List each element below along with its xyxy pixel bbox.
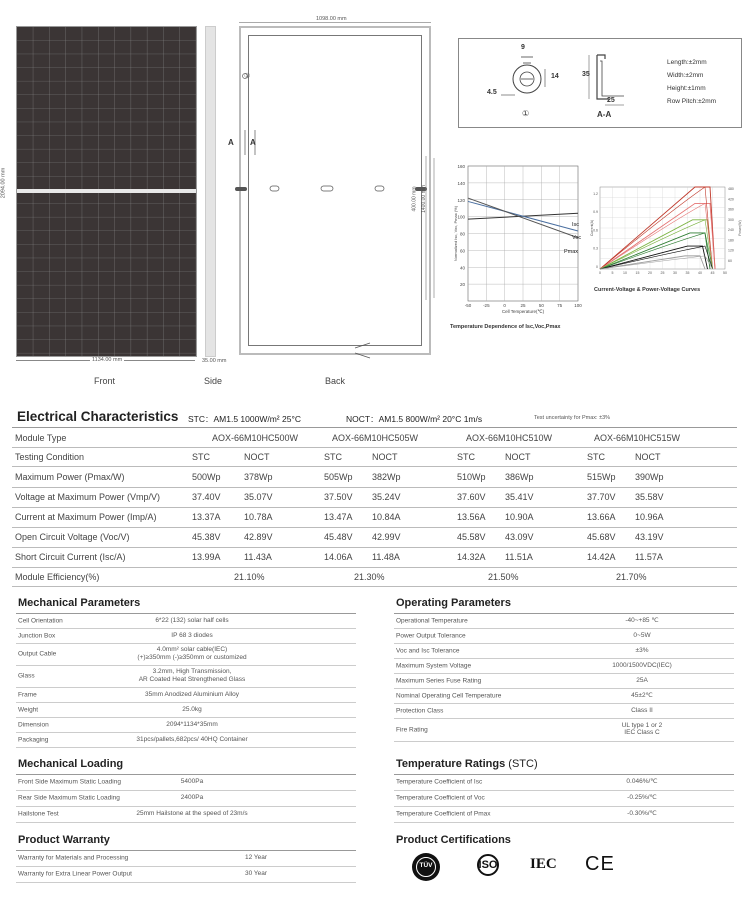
table-row xyxy=(16,806,356,823)
table-row-value xyxy=(182,706,202,714)
table-row xyxy=(394,790,734,807)
table-row-value-line: (+)≥350mm (-)≥350mm or customized xyxy=(137,654,247,661)
front-label: Front xyxy=(94,376,116,386)
table-row-value xyxy=(631,707,653,715)
test-uncertainty: Test uncertainty for Pmax: ±3% xyxy=(534,415,611,421)
table-row-value xyxy=(636,677,648,685)
table-row-value xyxy=(245,854,267,862)
iv-y-right-tick: 300 xyxy=(728,217,734,222)
table-row xyxy=(394,806,734,823)
electrical-cell: 35.24V xyxy=(372,492,401,502)
iv-series-line xyxy=(600,203,715,269)
iv-y-right-tick: 120 xyxy=(728,248,734,253)
electrical-cell: NOCT xyxy=(244,451,270,462)
electrical-merged-cell: AOX-66M10HC510W xyxy=(466,432,553,443)
side-view xyxy=(205,26,216,357)
temp-y-label: Normalized Isc, Voc, Pmax (%) xyxy=(453,205,458,262)
electrical-row-label: Short Circuit Current (Isc/A) xyxy=(15,552,126,562)
table-row-value xyxy=(625,617,658,625)
table-row-value xyxy=(627,810,657,818)
electrical-cell: 42.99V xyxy=(372,532,401,542)
table-row-key: Maximum System Voltage xyxy=(396,662,472,669)
electrical-row xyxy=(12,447,737,467)
table-row-value xyxy=(633,632,650,640)
temp-y-tick: 20 xyxy=(459,282,465,288)
electrical-merged-cell: AOX-66M10HC505W xyxy=(332,432,419,443)
front-cell-grid xyxy=(17,27,196,356)
table-row-key: Front Side Maximum Static Loading xyxy=(18,778,121,786)
table-row-key: Frame xyxy=(18,691,37,698)
temp-y-tick: 80 xyxy=(459,231,465,237)
detail-dim-25: 25 xyxy=(607,97,615,104)
electrical-cell: 14.06A xyxy=(324,552,353,562)
electrical-row-label: Module Type xyxy=(15,432,67,443)
iv-x-tick: 25 xyxy=(660,271,665,275)
iv-y-left-tick: 1.2 xyxy=(593,192,598,196)
detail-section-title: A-A xyxy=(597,110,612,119)
temp-chart-svg xyxy=(448,158,588,318)
iv-y-right-tick: 60 xyxy=(728,258,732,263)
table-row-key: Warranty for Extra Linear Power Output xyxy=(18,870,132,878)
temperature-title xyxy=(396,758,538,770)
detail-box xyxy=(458,38,742,128)
temp-chart-title: Temperature Dependence of Isc,Voc,Pmax xyxy=(450,324,561,330)
detail-dim-14: 14 xyxy=(551,73,559,80)
table-row xyxy=(394,673,734,689)
ce-logo xyxy=(585,853,615,876)
table-row xyxy=(394,688,734,704)
table-row-key: Packaging xyxy=(18,736,49,743)
section-number-back: ① xyxy=(244,73,251,80)
temp-y-tick: 100 xyxy=(457,214,465,220)
table-row-value xyxy=(145,691,239,699)
temp-y-tick: 160 xyxy=(457,164,465,169)
table-row-value-line: 1000/1500VDC(IEC) xyxy=(612,661,672,669)
table-row xyxy=(16,628,356,644)
table-row-key: Fire Rating xyxy=(396,726,428,733)
electrical-cell: 10.90A xyxy=(505,512,534,522)
electrical-cell: STC xyxy=(192,451,210,462)
electrical-cell: 382Wp xyxy=(372,471,401,482)
iv-chart xyxy=(590,183,750,303)
electrical-row-label: Current at Maximum Power (Imp/A) xyxy=(15,512,157,522)
dim-1400-label: 1400.00 mm xyxy=(420,185,427,213)
table-row-value xyxy=(139,668,246,684)
iso-logo-text: ISO xyxy=(478,859,498,871)
electrical-cell: 45.58V xyxy=(457,532,486,542)
mechanical-title: Mechanical Parameters xyxy=(18,597,141,609)
electrical-cell: 45.38V xyxy=(192,532,221,542)
temp-x-tick: 100 xyxy=(574,303,582,308)
table-row-key: Voc and Isc Tolerance xyxy=(396,647,460,654)
table-row-key: Glass xyxy=(18,672,35,680)
table-row-value-line: -40~+85 ℃ xyxy=(625,616,659,624)
table-row-key: Rear Side Maximum Static Loading xyxy=(18,794,120,802)
electrical-cell: 11.51A xyxy=(505,552,533,562)
electrical-cell: 10.78A xyxy=(244,512,273,522)
temp-y-tick: 120 xyxy=(457,197,465,203)
electrical-cell: 515Wp xyxy=(587,471,616,482)
temp-x-tick: 50 xyxy=(538,303,544,308)
iv-y-right-tick: 420 xyxy=(728,197,734,202)
electrical-cell: STC xyxy=(457,451,475,462)
electrical-row xyxy=(12,428,737,448)
electrical-row xyxy=(12,547,737,568)
table-row-value-line: Class II xyxy=(631,706,653,714)
electrical-row-label: Open Circuit Voltage (Voc/V) xyxy=(15,532,130,542)
table-row-key: Temperature Coefficient of Pmax xyxy=(396,810,491,818)
table-row xyxy=(394,774,734,791)
iec-logo-text: IEC xyxy=(530,856,557,872)
iv-x-tick: 20 xyxy=(648,271,652,275)
electrical-cell: 37.50V xyxy=(324,492,353,502)
table-row-key: Output Cable xyxy=(18,650,57,658)
iv-x-tick: 45 xyxy=(710,271,715,275)
tuv-logo-text: TÜV xyxy=(419,862,433,869)
electrical-cell: 13.99A xyxy=(192,552,221,562)
table-row-value-line: 25.0kg xyxy=(182,705,202,713)
table-row xyxy=(394,628,734,644)
table-row-value-line: 30 Year xyxy=(244,870,268,878)
table-row-key: Nominal Operating Cell Temperature xyxy=(396,692,502,699)
table-row xyxy=(16,717,356,733)
table-row-value-line: 12 Year xyxy=(244,854,268,862)
table-row-value-line: IP 68 3 diodes xyxy=(171,631,213,639)
table-row-value-line: 5400Pa xyxy=(180,778,204,786)
table-row-value-line: 25mm Hailstone at the speed of 23m/s xyxy=(136,810,248,818)
electrical-cell: STC xyxy=(324,451,342,462)
loading-title: Mechanical Loading xyxy=(18,758,124,770)
table-row-value-line: 3.2mm, High Transmission, xyxy=(152,668,232,676)
table-row-value xyxy=(136,736,247,744)
table-row xyxy=(16,643,356,666)
table-row-value-line: AR Coated Heat Strengthened Glass xyxy=(138,676,246,683)
table-row-value-line: UL type 1 or 2 xyxy=(621,721,663,729)
iec-logo xyxy=(530,855,557,873)
iv-y-left-tick: 0 xyxy=(596,264,598,269)
table-row-key: Protection Class xyxy=(396,707,444,714)
electrical-merged-cell: AOX-66M10HC500W xyxy=(212,432,299,443)
table-row xyxy=(16,850,356,867)
table-row-value-line: 35mm Anodized Aluminium Alloy xyxy=(145,690,239,698)
electrical-cell: 510Wp xyxy=(457,471,486,482)
warranty-title: Product Warranty xyxy=(18,834,110,846)
temp-chart xyxy=(448,158,588,338)
temp-x-tick: 25 xyxy=(520,303,526,308)
electrical-cell: 386Wp xyxy=(505,471,534,482)
table-row xyxy=(394,703,734,719)
tolerance-row-pitch: Row Pitch:±2mm xyxy=(667,98,717,105)
iso-logo xyxy=(473,854,503,880)
electrical-cell: 390Wp xyxy=(635,471,664,482)
table-row-value-line: 0~5W xyxy=(633,631,651,639)
table-row-value xyxy=(136,810,247,818)
iv-y-right-tick: 360 xyxy=(728,207,734,212)
dim-width-back-label: 1098.00 mm xyxy=(316,16,347,22)
electrical-cell: 13.56A xyxy=(457,512,486,522)
electrical-cell: 11.43A xyxy=(244,552,272,562)
detail-dim-9: 9 xyxy=(521,44,525,51)
electrical-cell: 13.47A xyxy=(324,512,353,522)
operating-title: Operating Parameters xyxy=(396,597,511,609)
electrical-cell: 35.58V xyxy=(635,492,664,502)
profile-drawings xyxy=(459,39,659,127)
back-label: Back xyxy=(325,376,346,386)
noct-condition: NOCT：AM1.5 800W/m² 20°C 1m/s xyxy=(346,414,483,424)
table-row-value-line: ±3% xyxy=(635,646,649,654)
iv-x-tick: 40 xyxy=(698,271,702,275)
detail-dim-4-5: 4.5 xyxy=(487,89,497,96)
iv-y-right-label: Power(W) xyxy=(738,220,742,236)
iv-x-tick: 10 xyxy=(623,271,627,275)
electrical-cell: 45.68V xyxy=(587,532,616,542)
iv-y-left-tick: 0.6 xyxy=(593,228,598,233)
table-row-value xyxy=(626,778,657,786)
electrical-row-label: Maximum Power (Pmax/W) xyxy=(15,471,125,482)
temp-series-label: Isc xyxy=(572,222,580,228)
iv-y-left-tick: 0.9 xyxy=(593,210,598,215)
table-row xyxy=(394,613,734,629)
table-row xyxy=(394,643,734,659)
temp-x-tick: 75 xyxy=(557,303,563,308)
table-row-value-line: 0.046%/℃ xyxy=(626,778,658,786)
electrical-cell: 500Wp xyxy=(192,471,221,482)
iv-x-tick: 35 xyxy=(685,271,690,275)
temp-x-tick: -50 xyxy=(464,303,472,308)
iv-x-tick: 0 xyxy=(599,271,601,275)
electrical-cell: NOCT xyxy=(372,451,398,462)
electrical-cell: 11.48A xyxy=(372,552,400,562)
table-row xyxy=(16,613,356,629)
table-row-value xyxy=(181,778,203,786)
electrical-cell: 35.41V xyxy=(505,492,534,502)
electrical-row-label: Voltage at Maximum Power (Vmp/V) xyxy=(15,492,161,502)
iv-x-tick: 5 xyxy=(611,271,614,275)
front-view xyxy=(16,26,197,357)
table-row-value-line: 2400Pa xyxy=(180,794,204,802)
temperature-title-suffix: (STC) xyxy=(508,758,538,770)
electrical-row xyxy=(12,527,737,548)
table-row-key: Power Output Tolerance xyxy=(396,632,466,639)
table-row-value xyxy=(627,794,657,802)
iv-chart-svg xyxy=(590,183,745,283)
temp-x-tick: 0 xyxy=(503,303,506,308)
detail-section-number: ① xyxy=(522,109,530,118)
section-marker-left: A xyxy=(228,138,234,147)
electrical-row xyxy=(12,466,737,488)
table-row-value-line: 4.0mm² solar cable(IEC) xyxy=(156,646,228,654)
electrical-cell: 43.19V xyxy=(635,532,664,542)
table-row-value xyxy=(636,647,649,655)
iv-x-tick: 50 xyxy=(723,271,727,275)
table-row xyxy=(16,702,356,718)
electrical-cell: 37.60V xyxy=(457,492,486,502)
table-row xyxy=(16,732,356,748)
table-row-value-line: 31pcs/pallets,682pcs/ 40HQ Container xyxy=(136,735,248,743)
iv-y-left-label: Current(A) xyxy=(590,219,594,237)
electrical-merged-cell: 21.30% xyxy=(354,571,385,582)
electrical-cell: 42.89V xyxy=(244,532,273,542)
table-row-key: Temperature Coefficient of Isc xyxy=(396,778,483,786)
section-marker-right: A xyxy=(250,138,256,147)
iv-pv-curve xyxy=(600,203,713,269)
table-row-value xyxy=(622,722,663,738)
dim-height-label: 2094.00 mm xyxy=(0,167,7,199)
electrical-row-label: Module Efficiency(%) xyxy=(15,571,100,582)
table-row-key: Operational Temperature xyxy=(396,617,468,624)
temp-y-tick: 140 xyxy=(457,180,465,186)
electrical-row xyxy=(12,567,737,587)
table-row-key: Dimension xyxy=(18,721,49,728)
tuv-logo xyxy=(412,853,440,881)
electrical-cell: 13.37A xyxy=(192,512,221,522)
table-row-key: Cell Orientation xyxy=(18,617,63,624)
electrical-row xyxy=(12,487,737,508)
table-row-value xyxy=(171,632,212,640)
electrical-cell: 37.70V xyxy=(587,492,616,502)
table-row-value xyxy=(181,794,203,802)
table-row-value-line: 25A xyxy=(636,676,648,684)
table-row-value-line: IEC Class C xyxy=(624,729,660,737)
certifications-title: Product Certifications xyxy=(396,834,511,846)
electrical-cell: 13.66A xyxy=(587,512,616,522)
table-row-key: Maximum Series Fuse Rating xyxy=(396,677,482,684)
table-row-value-line: 45±2℃ xyxy=(631,691,653,699)
temp-x-tick: -25 xyxy=(483,303,490,308)
ce-logo-text: CE xyxy=(585,853,615,875)
tolerance-height: Height:±1mm xyxy=(667,85,706,92)
iv-y-right-tick: 240 xyxy=(728,228,734,232)
table-row xyxy=(394,658,734,674)
electrical-cell: 14.32A xyxy=(457,552,486,562)
electrical-cell: 10.96A xyxy=(635,512,664,522)
table-row xyxy=(16,687,356,703)
electrical-cell: NOCT xyxy=(505,451,531,462)
table-row-value-line: 2094*1134*35mm xyxy=(166,720,218,728)
dim-side-label: 35.00 mm xyxy=(202,358,227,364)
detail-dim-35: 35 xyxy=(582,71,590,78)
electrical-cell: 35.07V xyxy=(244,492,273,502)
dim-400-label: 400.00 mm xyxy=(411,186,418,212)
electrical-cell: 14.42A xyxy=(587,552,616,562)
temp-y-tick: 40 xyxy=(459,265,465,271)
electrical-cell: 11.57A xyxy=(635,552,663,562)
table-row xyxy=(16,774,356,791)
electrical-cell: 45.48V xyxy=(324,532,353,542)
electrical-cell: 378Wp xyxy=(244,471,273,482)
electrical-row xyxy=(12,507,737,528)
iv-y-right-tick: 180 xyxy=(728,238,734,243)
electrical-cell: 43.09V xyxy=(505,532,534,542)
table-row-value-line: -0.25%/℃ xyxy=(627,794,657,802)
table-row xyxy=(394,718,734,742)
electrical-cell: NOCT xyxy=(635,451,661,462)
iv-x-tick: 15 xyxy=(635,271,640,275)
electrical-merged-cell: AOX-66M10HC515W xyxy=(594,432,681,443)
iv-y-right-tick: 480 xyxy=(728,187,734,191)
side-label: Side xyxy=(204,376,223,386)
stc-condition: STC：AM1.5 1000W/m² 25°C xyxy=(188,414,301,424)
electrical-cell: 10.84A xyxy=(372,512,401,522)
table-row-key: Hailstone Test xyxy=(18,810,59,818)
electrical-merged-cell: 21.10% xyxy=(234,571,265,582)
table-row-value xyxy=(155,617,228,625)
table-row-key: Weight xyxy=(18,706,39,713)
electrical-title: Electrical Characteristics xyxy=(17,409,179,424)
electrical-merged-cell: 21.50% xyxy=(488,571,519,582)
temp-x-label: Cell Temperature(℃) xyxy=(501,309,545,314)
table-row-value-line: -0.30%/℃ xyxy=(627,810,657,818)
electrical-cell: 505Wp xyxy=(324,471,353,482)
table-row-value xyxy=(166,721,218,729)
table-row-key: Warranty for Materials and Processing xyxy=(18,854,129,862)
electrical-row-label: Testing Condition xyxy=(15,451,85,462)
table-row-value-line: 6*22 (132) solar half cells xyxy=(155,616,229,624)
table-row xyxy=(16,866,356,883)
iv-y-left-tick: 0.3 xyxy=(593,246,598,251)
dim-width-front-label: 1134.00 mm xyxy=(92,357,123,363)
table-row-key: Junction Box xyxy=(18,632,56,639)
iv-x-tick: 30 xyxy=(673,271,677,275)
table-row-value xyxy=(631,692,653,700)
table-row xyxy=(16,665,356,688)
temp-series-label: Pmax xyxy=(564,249,579,255)
back-top-dim-line xyxy=(239,22,431,23)
tolerance-length: Length:±2mm xyxy=(667,59,707,66)
temp-y-tick: 60 xyxy=(459,248,465,254)
table-row-value xyxy=(137,646,246,662)
table-row-value xyxy=(245,870,267,878)
tolerance-width: Width:±2mm xyxy=(667,72,704,79)
temperature-title-main: Temperature Ratings xyxy=(396,758,506,770)
temp-series-label: Voc xyxy=(572,235,582,241)
electrical-merged-cell: 21.70% xyxy=(616,571,647,582)
electrical-cell: 37.40V xyxy=(192,492,221,502)
table-row-value xyxy=(612,662,672,670)
table-row xyxy=(16,790,356,807)
electrical-cell: STC xyxy=(587,451,605,462)
iv-chart-title: Current-Voltage & Power-Voltage Curves xyxy=(594,287,701,293)
table-row-key: Temperature Coefficient of Voc xyxy=(396,794,485,802)
